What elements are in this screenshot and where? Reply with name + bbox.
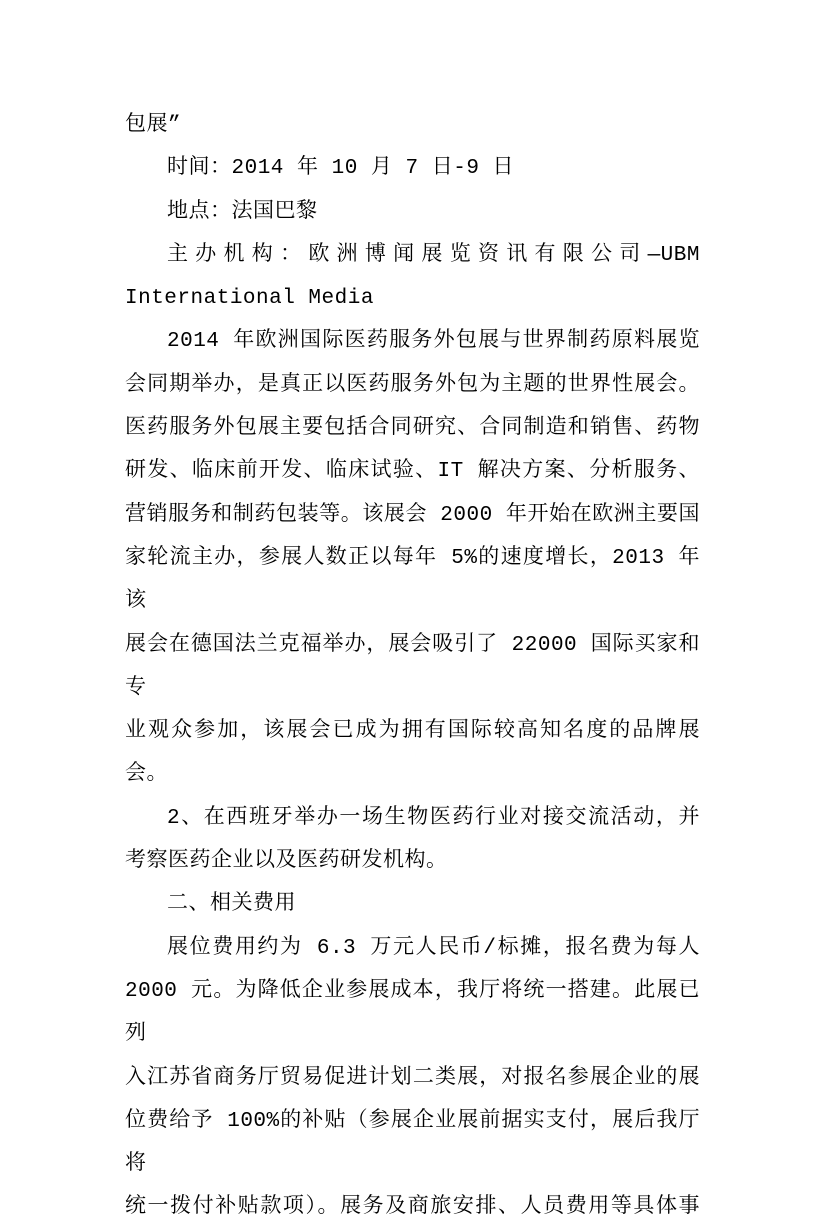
- line-exhibition-intro-7: 展会在德国法兰克福举办，展会吸引了 22000 国际买家和专: [125, 633, 700, 700]
- line-exhibition-intro-end: 会。: [125, 763, 168, 787]
- line-organizer: 主办机构：欧洲博闻展览资讯有限公司—UBM: [167, 243, 700, 267]
- line-fees-4: 位费给予 100%的补贴（参展企业展前据实支付，展后我厅将: [125, 1109, 700, 1177]
- line-fees-1: 展位费用约为 6.3 万元人民币/标摊，报名费为每人: [167, 936, 700, 960]
- line-fees-3: 入江苏省商务厅贸易促进计划二类展，对报名参展企业的展: [125, 1066, 700, 1090]
- line-section-heading-fees: 二、相关费用: [167, 893, 296, 917]
- line-exhibition-intro-5: 营销服务和制药包装等。该展会 2000 年开始在欧洲主要国: [125, 503, 700, 527]
- line-exhibition-intro-1: 2014 年欧洲国际医药服务外包展与世界制药原料展览: [167, 330, 700, 354]
- line-exhibition-intro-2: 会同期举办，是真正以医药服务外包为主题的世界性展会。: [125, 373, 700, 397]
- line-fees-2: 2000 元。为降低企业参展成本，我厅将统一搭建。此展已列: [125, 979, 700, 1047]
- document-body: [125, 104, 700, 1230]
- line-paragraph-end-baozhan: 包展”: [125, 114, 182, 137]
- line-exhibition-intro-6: 家轮流主办，参展人数正以每年 5%的速度增长，2013 年该: [125, 546, 700, 614]
- line-exhibition-intro-3: 医药服务外包展主要包括合同研究、合同制造和销售、药物: [125, 417, 700, 441]
- line-event-location: 地点：法国巴黎: [167, 200, 318, 224]
- line-exhibition-intro-4: 研发、临床前开发、临床试验、IT 解决方案、分析服务、: [125, 460, 700, 484]
- line-activity-item-2: 2、在西班牙举办一场生物医药行业对接交流活动，并: [167, 806, 700, 830]
- line-exhibition-intro-8: 业观众参加，该展会已成为拥有国际较高知名度的品牌展: [125, 720, 700, 744]
- line-fees-5: 统一拨付补贴款项）。展务及商旅安排、人员费用等具体事: [125, 1196, 700, 1220]
- line-organizer-continued: International Media: [125, 287, 374, 311]
- line-event-time: 时间：2014 年 10 月 7 日-9 日: [167, 157, 515, 181]
- line-activity-item-2-end: 考察医药企业以及医药研发机构。: [125, 850, 448, 874]
